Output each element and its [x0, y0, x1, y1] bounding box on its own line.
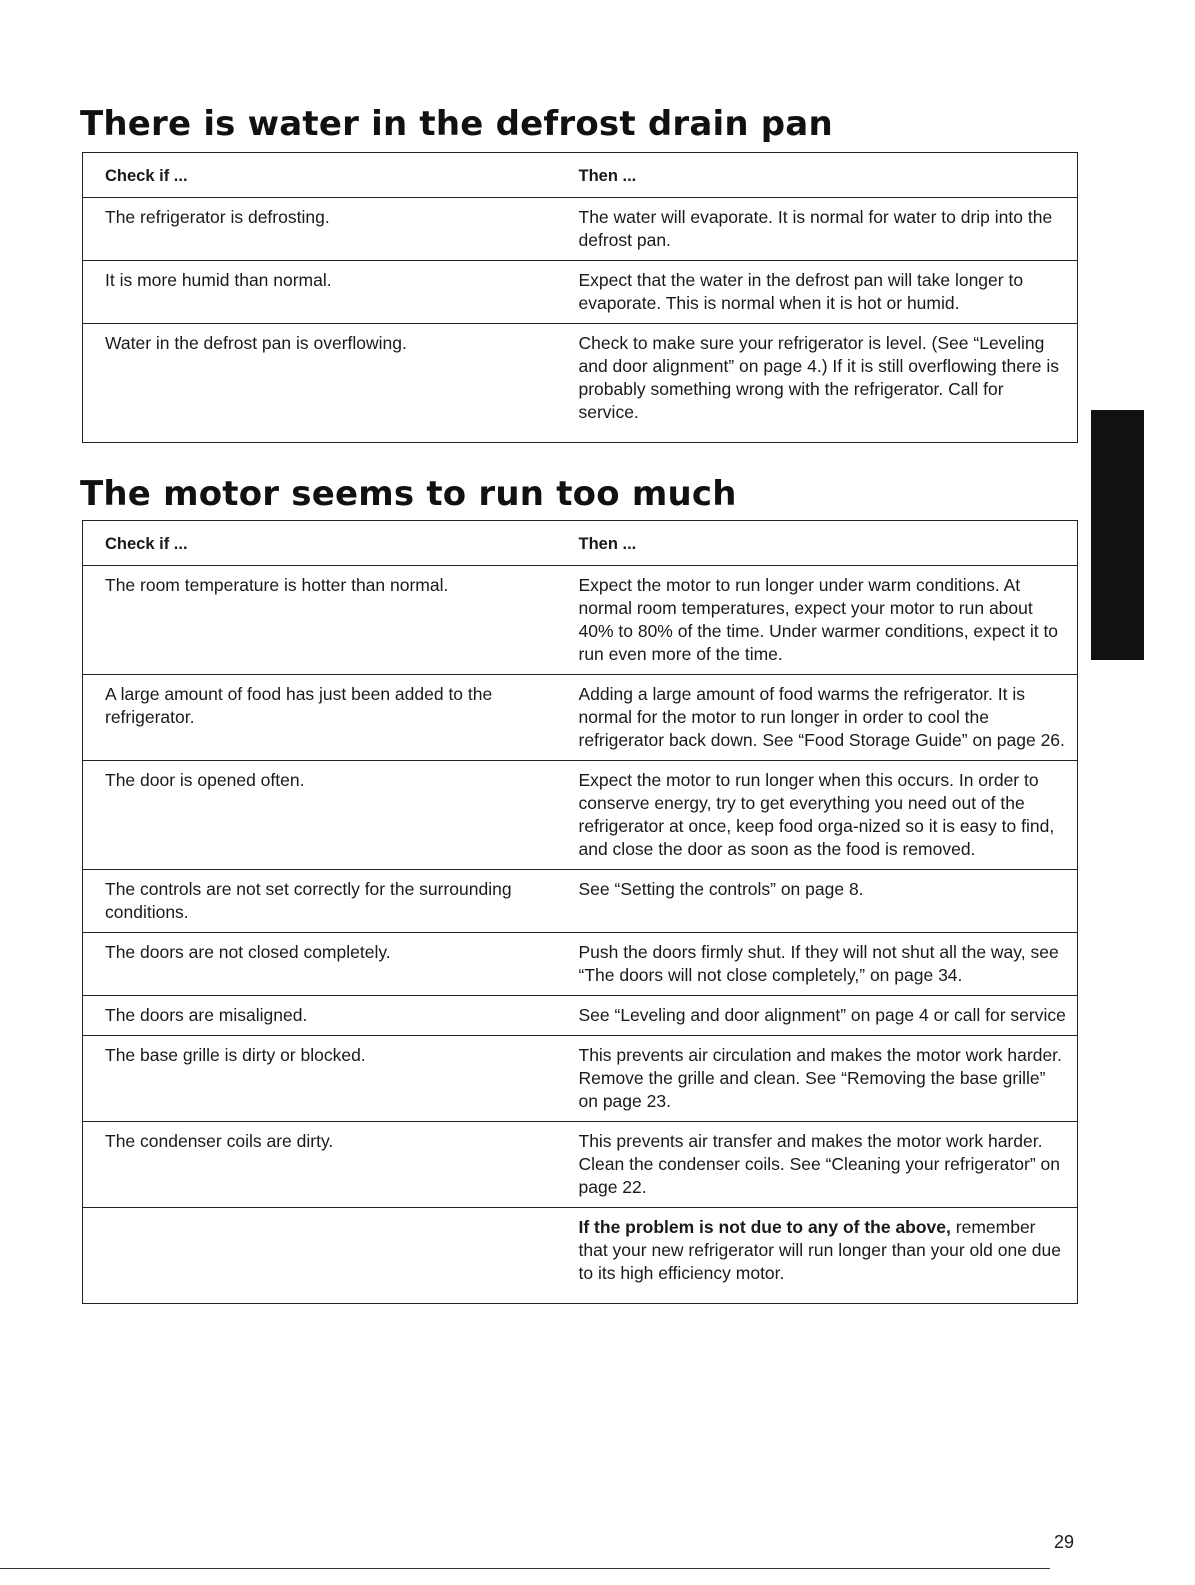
motor-troubleshooting-table [82, 520, 1078, 1304]
final-note-cell [557, 1208, 1078, 1304]
table-row [83, 566, 1078, 675]
empty-check-cell [83, 1208, 557, 1304]
then-cell: Adding a large amount of food warms the refrigerator. It is normal for the motor to run longer in order to cool the refrigerator back down. See “Food Storage Guide” on page 26. [557, 675, 1078, 761]
table-row [83, 198, 1078, 261]
table-row [83, 933, 1078, 996]
page-number: 29 [1054, 1532, 1075, 1552]
table-header-row [83, 521, 1078, 566]
check-cell: A large amount of food has just been added to the refrigerator. [83, 675, 557, 761]
then-cell: Check to make sure your refrigerator is level. (See “Leveling and door alignment” on page 4.) If it is still overflowing there is probably something wrong with the refrigerator. Call for service. [578, 333, 1060, 422]
check-if-header: Check if ... [83, 153, 557, 198]
then-header: Then ... [557, 521, 1078, 566]
table-row [83, 996, 1078, 1036]
bottom-divider [0, 1568, 1050, 1569]
defrost-troubleshooting-table [82, 152, 1078, 443]
check-cell: The refrigerator is defrosting. [83, 198, 557, 261]
table-header-row [83, 153, 1078, 198]
check-cell: The doors are not closed completely. [83, 933, 557, 996]
then-cell: See “Setting the controls” on page 8. [557, 870, 1078, 933]
table-row [83, 675, 1078, 761]
check-if-header: Check if ... [83, 521, 557, 566]
table-row [83, 1036, 1078, 1122]
then-cell: The water will evaporate. It is normal for water to drip into the defrost pan. [557, 198, 1078, 261]
check-cell: The condenser coils are dirty. [83, 1122, 557, 1208]
final-note-bold: If the problem is not due to any of the above, [578, 1217, 951, 1237]
check-cell: The room temperature is hotter than normal. [83, 566, 557, 675]
check-cell: The door is opened often. [83, 761, 557, 870]
check-cell: The doors are misaligned. [83, 996, 557, 1036]
then-header: Then ... [557, 153, 1078, 198]
check-cell: The controls are not set correctly for the surrounding conditions. [83, 870, 557, 933]
table-row [83, 870, 1078, 933]
then-cell: See “Leveling and door alignment” on page 4 or call for service [557, 996, 1078, 1036]
section-title-defrost: There is water in the defrost drain pan [80, 104, 833, 144]
check-cell: Water in the defrost pan is overflowing. [105, 333, 407, 353]
table-row [83, 324, 1078, 443]
then-cell: Push the doors firmly shut. If they will not shut all the way, see “The doors will not close completely,” on page 34. [557, 933, 1078, 996]
table-row [83, 1122, 1078, 1208]
check-cell: It is more humid than normal. [83, 261, 557, 324]
table-row [83, 761, 1078, 870]
then-cell: Expect that the water in the defrost pan will take longer to evaporate. This is normal when it is hot or humid. [557, 261, 1078, 324]
table-row-final-note [83, 1208, 1078, 1304]
then-cell: This prevents air transfer and makes the motor work harder. Clean the condenser coils. See “Cleaning your refrigerator” on page 22. [557, 1122, 1078, 1208]
final-note-text: remember that your new refrigerator will run longer than your old one due to its high efficiency motor. [578, 1217, 1061, 1283]
side-tab-marker [1091, 410, 1144, 660]
check-cell: The base grille is dirty or blocked. [83, 1036, 557, 1122]
section-title-motor: The motor seems to run too much [80, 474, 737, 514]
then-cell: This prevents air circulation and makes the motor work harder. Remove the grille and clean. See “Removing the base grille” on page 23. [557, 1036, 1078, 1122]
then-cell: Expect the motor to run longer under warm conditions. At normal room temperatures, expect your motor to run about 40% to 80% of the time. Under warmer conditions, expect it to run even more of the time. [557, 566, 1078, 675]
table-row [83, 261, 1078, 324]
then-cell: Expect the motor to run longer when this occurs. In order to conserve energy, try to get everything you need out of the refrigerator at once, keep food orga-nized so it is easy to find, and close the door as soon as the food is removed. [557, 761, 1078, 870]
